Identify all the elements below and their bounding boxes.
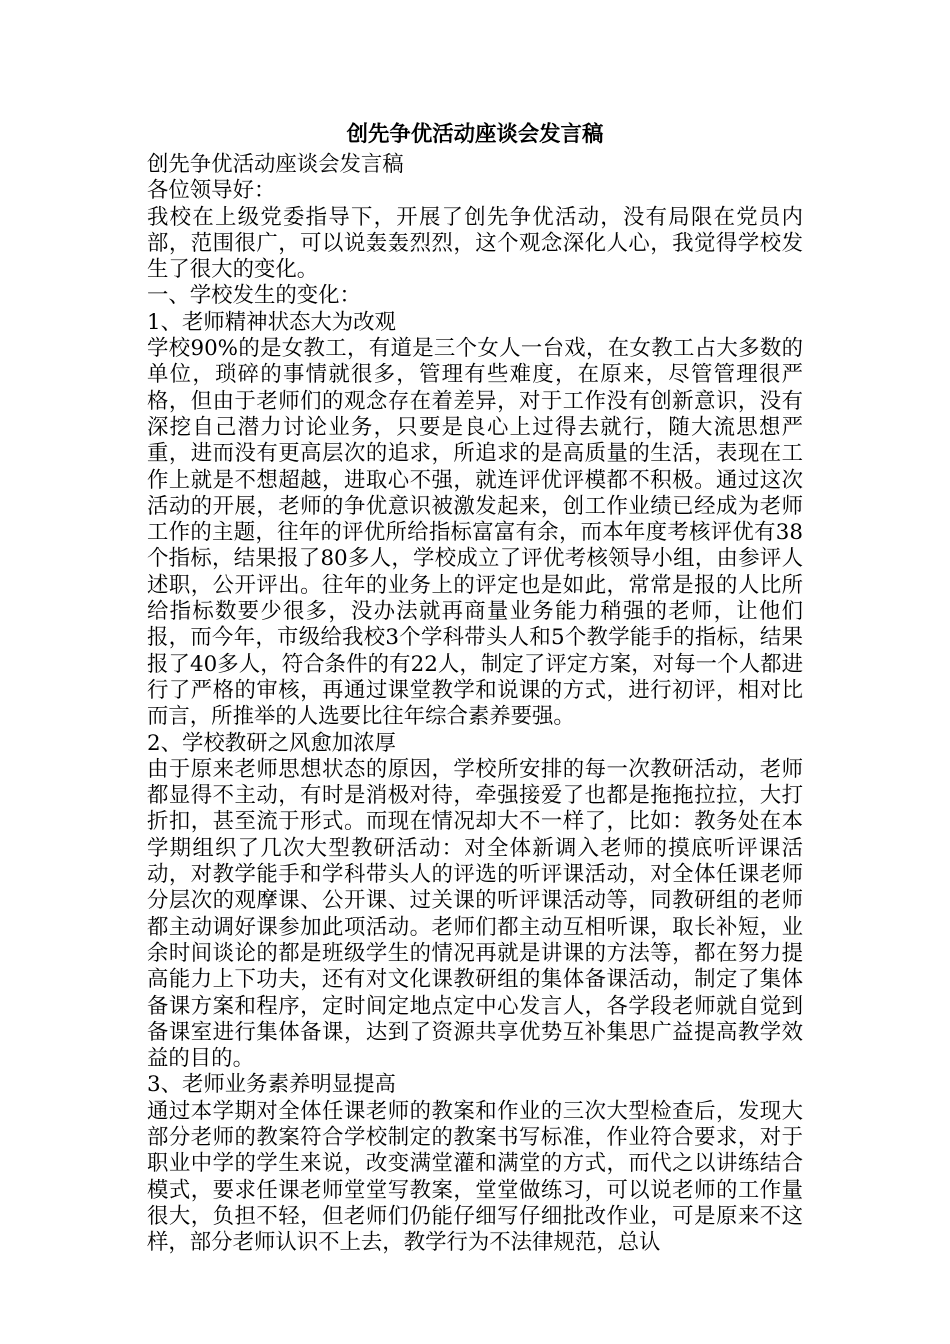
greeting-line: 各位领导好： (147, 178, 276, 204)
body-paragraph-professional-quality: 通过本学期对全体任课老师的教案和作业的三次大型检查后，发现大部分老师的教案符合学校制定的教案书写标准，作业符合要求，对于职业中学的学生来说，改变满堂灌和满堂的方式，而代之以讲练结合模式，要求任课老师堂堂写教案，堂堂做练习，可以说老师的工作量很大，负担不轻，但老师们仍能仔细写仔细批改作业，可是原来不这样，部分老师认识不上去，教学行为不法律规范，总认 (147, 1098, 803, 1256)
section-heading-changes: 一、学校发生的变化： (147, 283, 361, 309)
body-paragraph-research-atmosphere: 由于原来老师思想状态的原因，学校所安排的每一次教研活动，老师都显得不主动，有时是消极对待，牵强接爱了也都是拖拖拉拉，大打折扣，甚至流于形式。而现在情况却大不一样了，比如：教务处在本学期组织了几次大型教研活动：对全体新调入老师的摸底听评课活动，对教学能手和学科带头人的评选的听评课活动，对全体任课老师分层次的观摩课、公开课、过关课的听评课活动等，同教研组的老师都主动调好课参加此项活动。老师们都主动互相听课，取长补短，业余时间谈论的都是班级学生的情况再就是讲课的方法等，都在努力提高能力上下功夫，还有对文化课教研组的集体备课活动，制定了集体备课方案和程序，定时间定地点定中心发言人，各学段老师就自觉到备课室进行集体备课，达到了资源共享优势互补集思广益提高教学效益的目的。 (147, 756, 803, 1072)
subheading-professional-quality: 3、老师业务素养明显提高 (147, 1072, 396, 1098)
body-paragraph-teacher-spirit: 学校90%的是女教工，有道是三个女人一台戏，在女教工占大多数的单位，琐碎的事情就很多，管理有些难度，在原来，尽管管理很严格，但由于老师们的观念存在着差异，对于工作没有创新意识，没有深挖自己潜力讨论业务，只要是良心上过得去就行，随大流思想严重，进而没有更高层次的追求，所追求的是高质量的生活，表现在工作上就是不想超越，进取心不强，就连评优评模都不积极。通过这次活动的开展，老师的争优意识被激发起来，创工作业绩已经成为老师工作的主题，往年的评优所给指标富富有余，而本年度考核评优有38个指标，结果报了80多人，学校成立了评优考核领导小组，由参评人述职，公开评出。往年的业务上的评定也是如此，常常是报的人比所给指标数要少很多，没办法就再商量业务能力稍强的老师，让他们报，而今年，市级给我校3个学科带头人和5个教学能手的指标，结果报了40多人，符合条件的有22人，制定了评定方案，对每一个人都进行了严格的审核，再通过课堂教学和说课的方式，进行初评，相对比而言，所推举的人选要比往年综合素养要强。 (147, 336, 803, 730)
doc-subtitle-line: 创先争优活动座谈会发言稿 (147, 152, 404, 177)
subheading-research-atmosphere: 2、学校教研之风愈加浓厚 (147, 730, 396, 756)
subheading-teacher-spirit: 1、老师精神状态大为改观 (147, 309, 396, 335)
document-title: 创先争优活动座谈会发言稿 (346, 122, 604, 147)
document-page (147, 118, 803, 1256)
intro-paragraph: 我校在上级党委指导下，开展了创先争优活动，没有局限在党员内部，范围很广，可以说轰轰烈烈，这个观念深化人心，我觉得学校发生了很大的变化。 (147, 204, 803, 283)
